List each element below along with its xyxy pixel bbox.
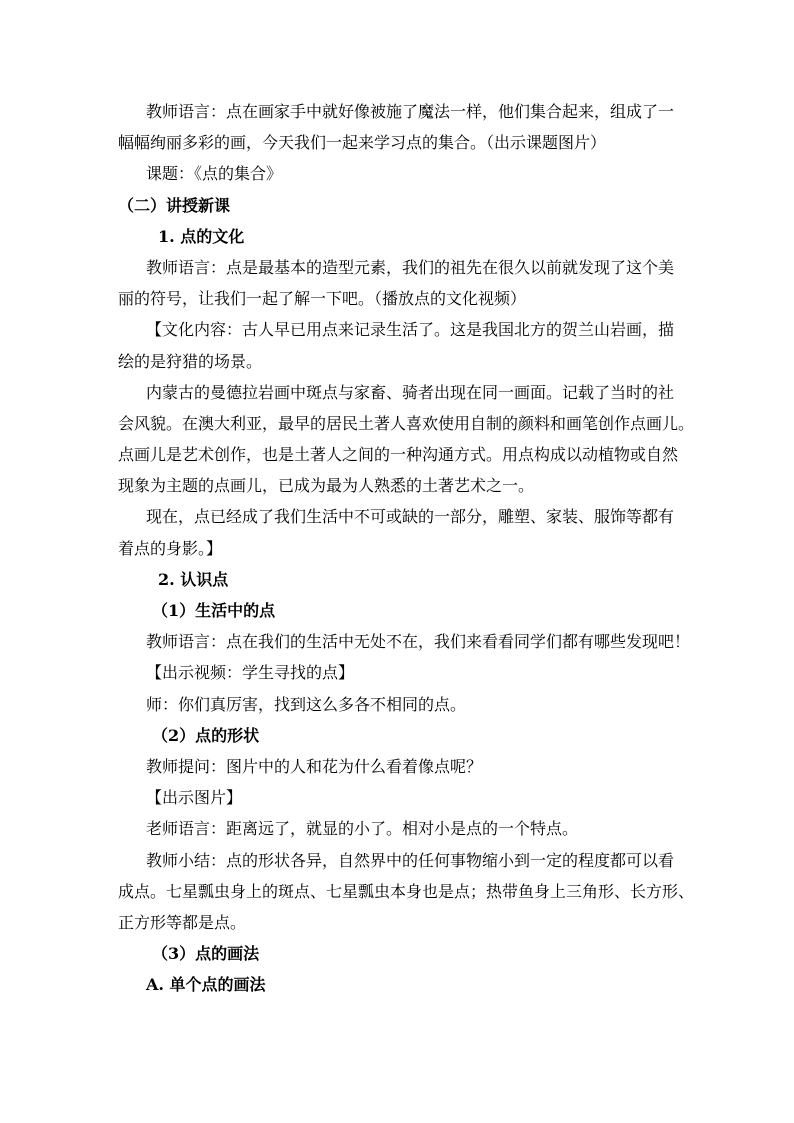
text-line: 绘的是狩猎的场景。 xyxy=(118,351,263,371)
text-line: 成点。七星瓢虫身上的斑点、七星瓢虫本身也是点；热带鱼身上三角形、长方形、 xyxy=(118,881,695,901)
text-line: 师：你们真厉害，找到这么多各不相同的点。 xyxy=(146,694,467,714)
text-line: 教师语言：点是最基本的造型元素，我们的祖先在很久以前就发现了这个美 xyxy=(146,257,675,277)
text-line: 教师语言：点在我们的生活中无处不在，我们来看看同学们都有哪些发现吧！ xyxy=(146,632,691,652)
text-line: 【出示视频：学生寻找的点】 xyxy=(146,663,355,683)
text-line: 现象为主题的点画儿，已成为最为人熟悉的土著艺术之一。 xyxy=(118,476,535,496)
text-line: 现在，点已经成了我们生活中不可或缺的一部分，雕塑、家装、服饰等都有 xyxy=(146,507,675,527)
text-line: 教师语言：点在画家手中就好像被施了魔法一样，他们集合起来，组成了一 xyxy=(146,102,675,121)
text-line: 幅幅绚丽多彩的画，今天我们一起来学习点的集合。（出示课题图片） xyxy=(118,133,607,153)
text-line: 教师提问：图片中的人和花为什么看着像点呢？ xyxy=(146,756,483,776)
text-line: 内蒙古的曼德拉岩画中斑点与家畜、骑者出现在同一画面。记载了当时的社 xyxy=(146,382,675,402)
text-line: （二）讲授新课 xyxy=(118,195,231,215)
text-line: 2. 认识点 xyxy=(158,569,229,589)
text-line: 1. 点的文化 xyxy=(158,226,245,246)
text-line: （2）点的形状 xyxy=(152,725,260,745)
text-line: A. 单个点的画法 xyxy=(146,975,266,995)
text-line: 会风貌。在澳大利亚，最早的居民土著人喜欢使用自制的颜料和画笔创作点画儿。 xyxy=(118,413,695,433)
text-line: 【文化内容：古人早已用点来记录生活了。这是我国北方的贺兰山岩画，描 xyxy=(146,320,675,340)
text-line: 教师小结：点的形状各异，自然界中的任何事物缩小到一定的程度都可以看 xyxy=(146,850,675,870)
document-body xyxy=(0,96,794,1000)
text-line: （1）生活中的点 xyxy=(152,601,276,620)
text-line: 丽的符号，让我们一起了解一下吧。（播放点的文化视频） xyxy=(118,289,527,309)
text-line: 老师语言：距离远了，就显的小了。相对小是点的一个特点。 xyxy=(146,819,579,839)
text-line: （3）点的画法 xyxy=(152,944,260,964)
text-line: 正方形等都是点。 xyxy=(118,912,247,932)
text-line: 课题：《点的集合》 xyxy=(146,164,283,184)
text-line: 着点的身影。】 xyxy=(118,538,223,558)
text-line: 点画儿是艺术创作，也是土著人之间的一种沟通方式。用点构成以动植物或自然 xyxy=(118,445,679,465)
text-line: 【出示图片】 xyxy=(146,788,243,808)
